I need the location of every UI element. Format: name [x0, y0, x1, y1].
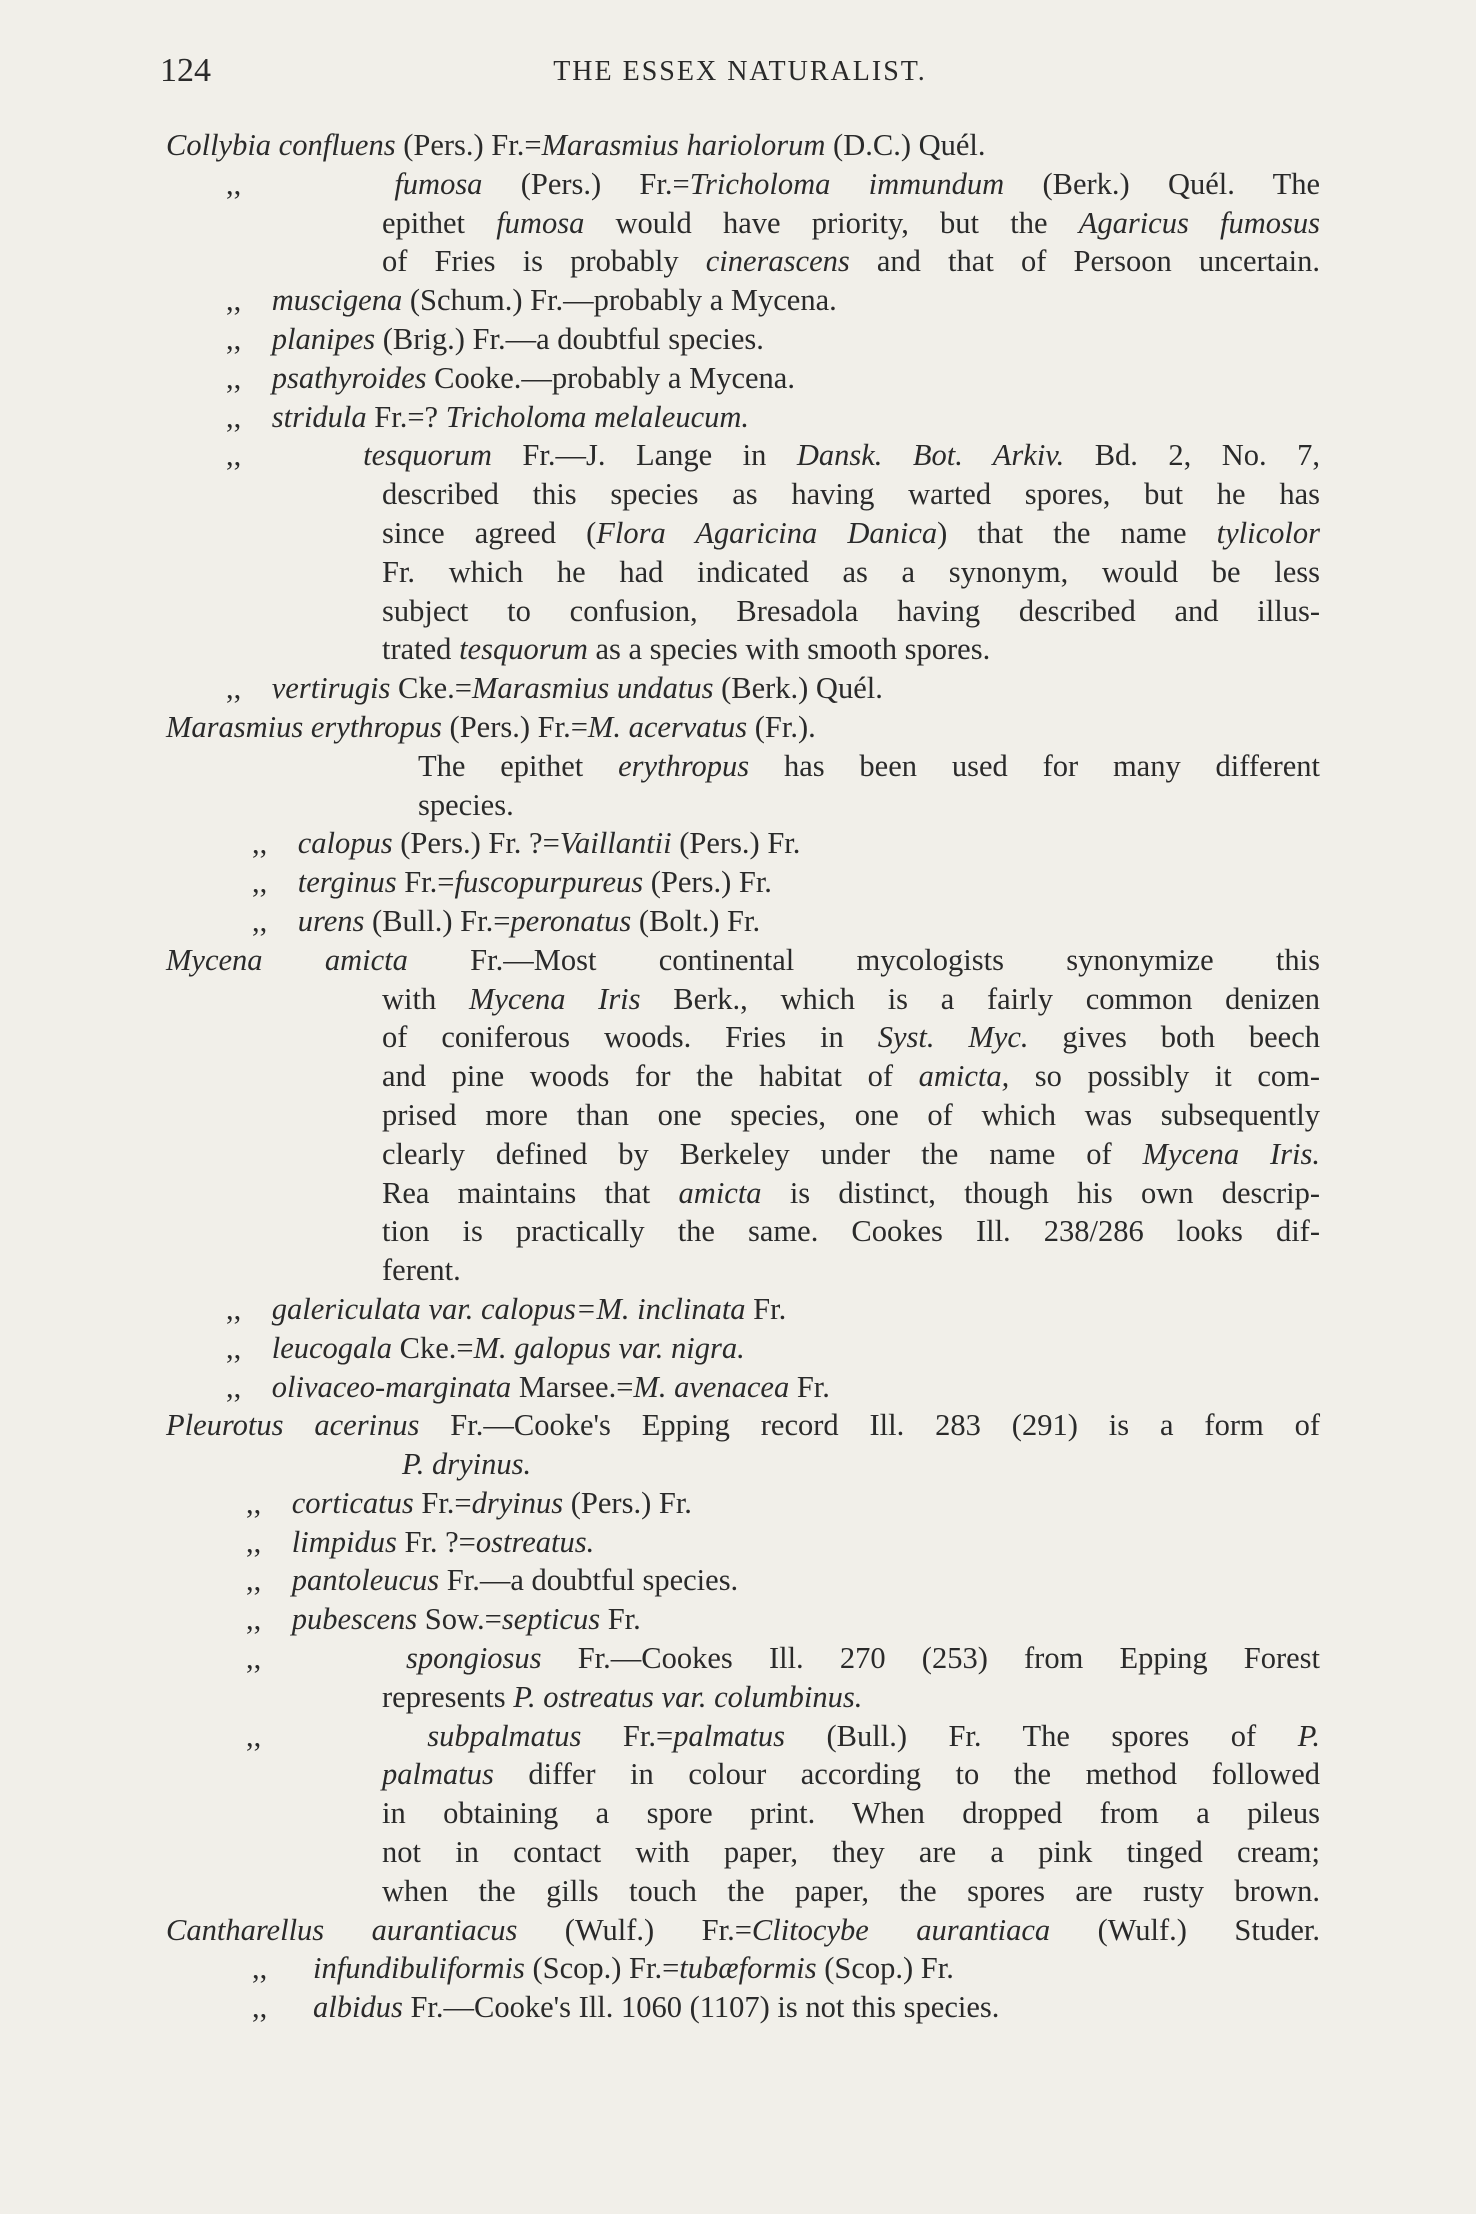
text-line: with Mycena Iris Berk., which is a fairly common denizen: [382, 981, 1321, 1016]
text-line: since agreed (Flora Agaricina Danica) that the name tylicolor: [382, 515, 1320, 550]
text-line: species.: [418, 787, 514, 822]
text-line: ,, olivaceo-marginata Marsee.=M. avenacea Fr.: [226, 1369, 830, 1404]
text-line: ,, albidus Fr.—Cooke's Ill. 1060 (1107) is not this species.: [252, 1990, 1000, 2025]
page-number: 124: [160, 52, 211, 89]
text-line: epithet fumosa would have priority, but the Agaricus fumosus: [382, 205, 1321, 240]
text-line: of Fries is probably cinerascens and that of Persoon uncertain.: [382, 244, 1321, 279]
text-line: P. dryinus.: [402, 1447, 532, 1482]
text-line: clearly defined by Berkeley under the name of Mycena Iris.: [382, 1136, 1320, 1171]
text-line: ,, tesquorum Fr.—J. Lange in Dansk. Bot. Arkiv. Bd. 2, No. 7,: [226, 438, 1320, 473]
text-line: ,, pubescens Sow.=septicus Fr.: [246, 1602, 641, 1637]
text-line: ,, pantoleucus Fr.—a doubtful species.: [246, 1563, 739, 1598]
text-line: ,, vertirugis Cke.=Marasmius undatus (Berk.) Quél.: [226, 671, 883, 706]
text-line: of coniferous woods. Fries in Syst. Myc. gives both beech: [382, 1020, 1320, 1055]
text-line: trated tesquorum as a species with smooth spores.: [382, 632, 991, 667]
text-line: ,, spongiosus Fr.—Cookes Ill. 270 (253) from Epping Forest: [246, 1641, 1321, 1676]
text-line: tion is practically the same. Cookes Ill. 238/286 looks dif-: [382, 1214, 1320, 1249]
text-line: ,, muscigena (Schum.) Fr.—probably a Mycena.: [226, 283, 837, 318]
text-line: ,, subpalmatus Fr.=palmatus (Bull.) Fr. The spores of P.: [246, 1718, 1321, 1753]
body-text: [166, 126, 1320, 2027]
text-line: Rea maintains that amicta is distinct, though his own descrip-: [382, 1175, 1320, 1210]
text-line: Collybia confluens (Pers.) Fr.=Marasmius hariolorum (D.C.) Quél.: [166, 128, 986, 162]
text-line: ,, calopus (Pers.) Fr. ?=Vaillantii (Pers.) Fr.: [252, 826, 801, 861]
running-head: THE ESSEX NATURALIST.: [553, 56, 927, 87]
page-header: [160, 52, 1320, 102]
text-line: ,, planipes (Brig.) Fr.—a doubtful species.: [226, 321, 764, 356]
text-line: ,, limpidus Fr. ?=ostreatus.: [246, 1524, 595, 1559]
text-line: described this species as having warted spores, but he has: [382, 477, 1320, 512]
text-line: ,, leucogala Cke.=M. galopus var. nigra.: [226, 1330, 745, 1365]
text-line: Marasmius erythropus (Pers.) Fr.=M. acervatus (Fr.).: [166, 709, 816, 744]
text-line: The epithet erythropus has been used for many different: [418, 748, 1320, 783]
text-line: ,, stridula Fr.=? Tricholoma melaleucum.: [226, 399, 750, 434]
text-line: not in contact with paper, they are a pink tinged cream;: [382, 1835, 1320, 1870]
text-line: Mycena amicta Fr.—Most continental mycologists synonymize this: [166, 942, 1321, 977]
text-line: Fr. which he had indicated as a synonym, would be less: [382, 554, 1320, 589]
text-line: palmatus differ in colour according to the method followed: [382, 1757, 1320, 1792]
text-line: ,, urens (Bull.) Fr.=peronatus (Bolt.) Fr.: [252, 903, 761, 938]
text-line: Pleurotus acerinus Fr.—Cooke's Epping record Ill. 283 (291) is a form of: [166, 1408, 1320, 1443]
text-line: ,, corticatus Fr.=dryinus (Pers.) Fr.: [246, 1485, 692, 1520]
text-line: when the gills touch the paper, the spores are rusty brown.: [382, 1873, 1320, 1908]
text-line: in obtaining a spore print. When dropped from a pileus: [382, 1796, 1320, 1831]
text-line: ,, psathyroides Cooke.—probably a Mycena.: [226, 360, 795, 395]
text-line: ,, fumosa (Pers.) Fr.=Tricholoma immundum (Berk.) Quél. The: [226, 166, 1320, 201]
text-line: ,, galericulata var. calopus=M. inclinata Fr.: [226, 1291, 787, 1326]
text-line: and pine woods for the habitat of amicta, so possibly it com-: [382, 1059, 1321, 1094]
text-line: ,, infundibuliformis (Scop.) Fr.=tubæformis (Scop.) Fr.: [252, 1951, 954, 1986]
text-line: prised more than one species, one of which was subsequently: [382, 1097, 1320, 1132]
text-line: Cantharellus aurantiacus (Wulf.) Fr.=Clitocybe aurantiaca (Wulf.) Studer.: [166, 1912, 1320, 1947]
text-line: ,, terginus Fr.=fuscopurpureus (Pers.) Fr.: [252, 865, 772, 900]
text-line: subject to confusion, Bresadola having described and illus-: [382, 593, 1320, 628]
text-line: represents P. ostreatus var. columbinus.: [382, 1679, 863, 1714]
text-line: ferent.: [382, 1253, 461, 1288]
